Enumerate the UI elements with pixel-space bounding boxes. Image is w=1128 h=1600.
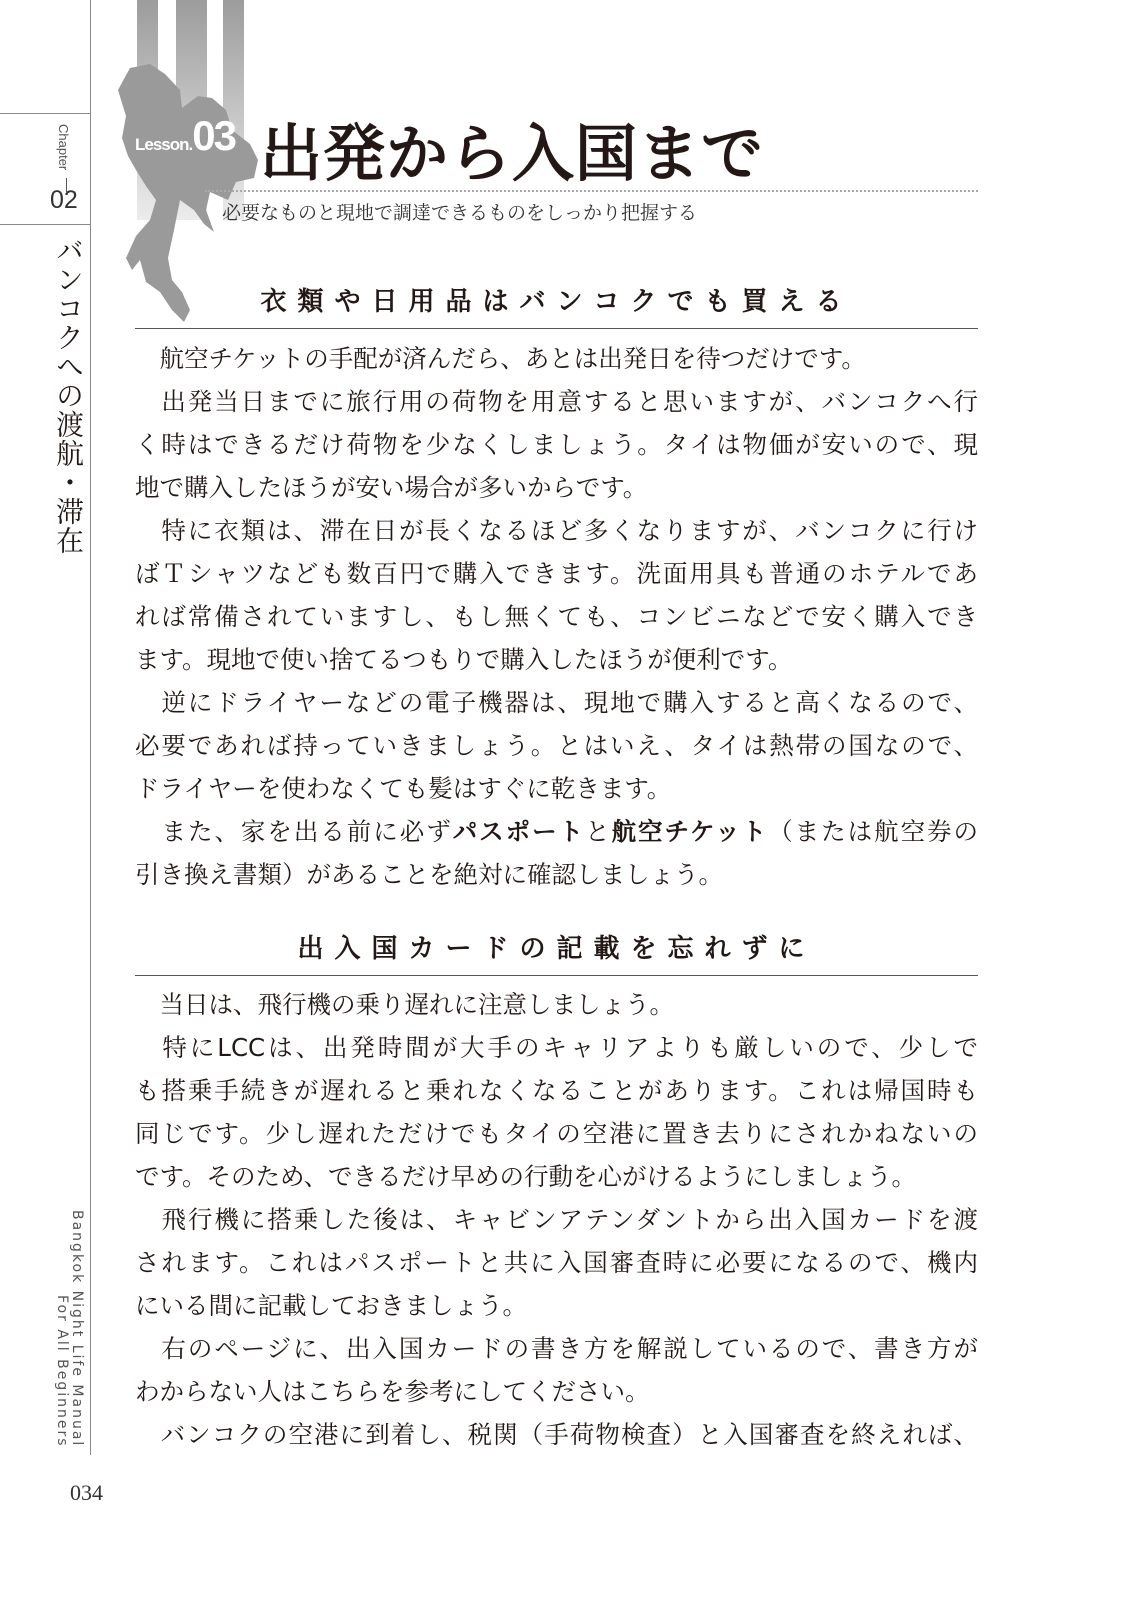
- section-heading: 出入国カードの記載を忘れずに: [297, 934, 816, 964]
- text-line: 特に衣類は、滞在日が長くなるほど多くなりますが、バンコクに行け: [135, 516, 978, 545]
- chapter-label: Chapter: [56, 124, 71, 171]
- text-line: 逆にドライヤーなどの電子機器は、現地で購入すると高くなるので、: [135, 688, 978, 717]
- section-rule: [135, 328, 978, 329]
- chapter-title: バンコクへの渡航・滞在: [52, 236, 85, 555]
- page-subtitle: 必要なものと現地で調達できるものをしっかり把握する: [222, 202, 698, 224]
- text-line: 飛行機に搭乗した後は、キャビンアテンダントから出入国カードを渡: [135, 1205, 978, 1234]
- chapter-box-bottom-rule: [0, 224, 90, 225]
- text-line: 航空チケットの手配が済んだら、あとは出発日を待つだけです。: [135, 344, 866, 373]
- text-line: 引き換え書類）があることを絶対に確認しましょう。: [135, 860, 723, 889]
- lesson-label: Lesson.: [135, 135, 193, 154]
- text-line: れば常備されていますし、もし無くても、コンビニなどで安く購入でき: [135, 602, 978, 631]
- page-number: 034: [70, 1480, 103, 1505]
- page-title: 出発から入国まで: [260, 117, 765, 190]
- text-line: も搭乗手続きが遅れると乗れなくなることがあります。これは帰国時も: [135, 1076, 978, 1105]
- text-segment: また、家を出る前に必ず: [135, 817, 453, 846]
- section-rule: [135, 975, 978, 976]
- text-line: バンコクの空港に到着し、税関（手荷物検査）と入国審査を終えれば、: [135, 1420, 978, 1449]
- text-line: [135, 810, 978, 853]
- text-segment: と: [585, 817, 612, 846]
- text-line: 当日は、飛行機の乗り遅れに注意しましょう。: [135, 990, 674, 1019]
- section-body: [135, 983, 978, 1456]
- title-dotted-rule: [205, 190, 978, 192]
- lesson-number: 03: [192, 112, 235, 159]
- text-line: 出発当日までに旅行用の荷物を用意すると思いますが、バンコクへ行: [135, 387, 978, 416]
- bold-term: 航空チケット: [611, 817, 769, 846]
- lesson-badge: [135, 112, 235, 160]
- chapter-box-top-rule: [0, 113, 90, 114]
- text-line: 地で購入したほうが安い場合が多いからです。: [135, 473, 648, 502]
- text-line: 必要であれば持っていきましょう。とはいえ、タイは熱帯の国なので、: [135, 731, 978, 760]
- bold-term: パスポート: [452, 817, 586, 846]
- text-segment: （または航空券の: [768, 817, 979, 846]
- text-line: ばＴシャツなども数百円で購入できます。洗面用具も普通のホテルであ: [135, 559, 978, 588]
- text-line: 同じです。少し遅れただけでもタイの空港に置き去りにされかねないの: [135, 1119, 978, 1148]
- text-line: 特にLCCは、出発時間が大手のキャリアよりも厳しいので、少しで: [135, 1033, 978, 1062]
- text-line: にいる間に記載しておきましょう。: [135, 1291, 527, 1320]
- margin-divider: [90, 0, 91, 1455]
- text-line: ます。現地で使い捨てるつもりで購入したほうが便利です。: [135, 645, 793, 674]
- text-line: わからない人はこちらを参考にしてください。: [135, 1377, 650, 1406]
- book-title-line1: Bangkok Night Life Manual: [69, 1210, 85, 1448]
- text-line: です。そのため、できるだけ早めの行動を心がけるようにしましょう。: [135, 1162, 917, 1191]
- section-heading: 衣類や日用品はバンコクでも買える: [260, 287, 853, 317]
- text-line: ドライヤーを使わなくても髪はすぐに乾きます。: [135, 774, 672, 803]
- book-title-line2: For All Beginners: [54, 1294, 70, 1448]
- text-line: く時はできるだけ荷物を少なくしましょう。タイは物価が安いので、現: [135, 430, 978, 459]
- chapter-number: 02: [50, 186, 78, 214]
- book-title: [54, 1210, 84, 1447]
- text-line: 右のページに、出入国カードの書き方を解説しているので、書き方が: [135, 1334, 978, 1363]
- text-line: されます。これはパスポートと共に入国審査時に必要になるので、機内: [135, 1248, 978, 1277]
- section-body: [135, 337, 978, 896]
